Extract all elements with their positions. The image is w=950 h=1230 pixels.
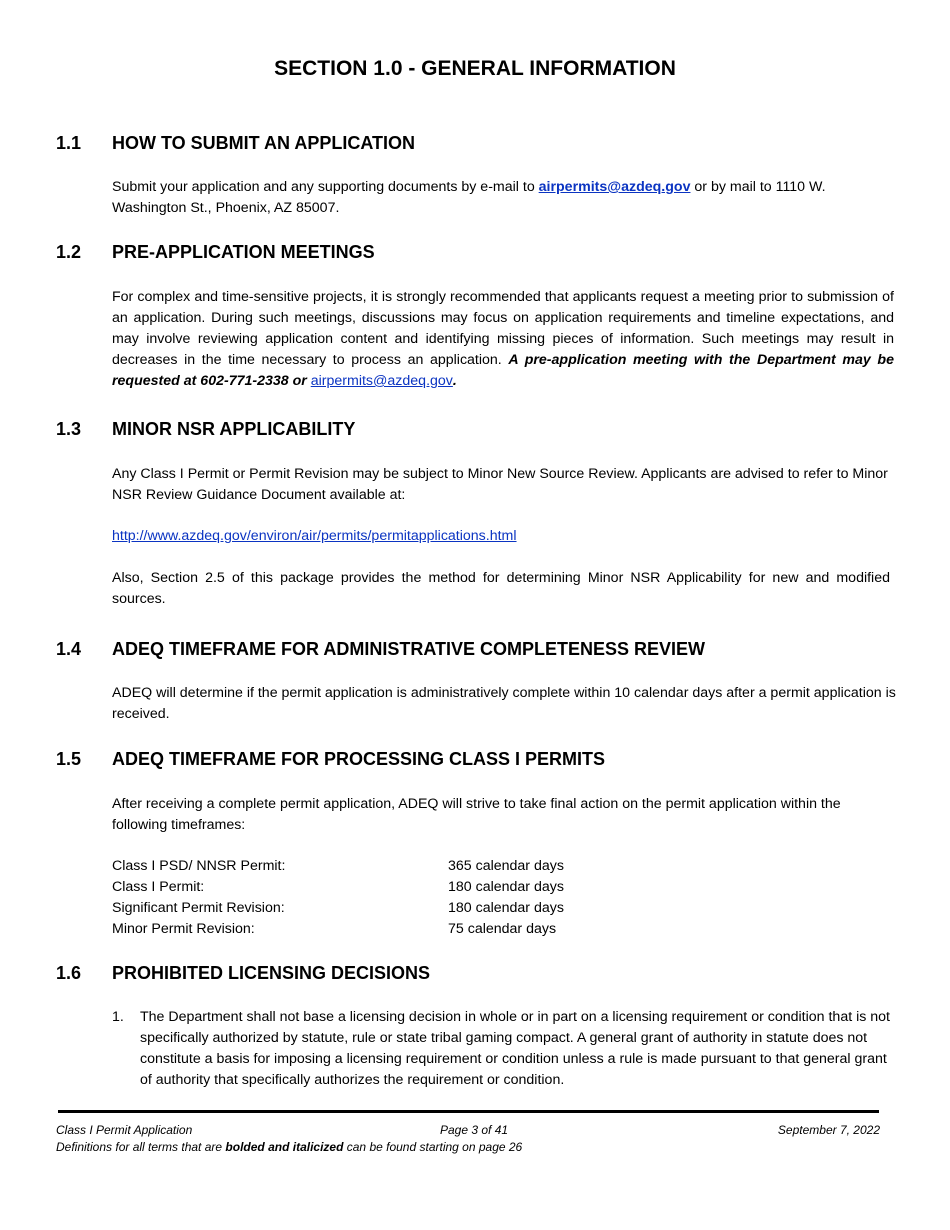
section-1-4-heading — [56, 639, 705, 660]
section-1-3-paragraph-2: Also, Section 2.5 of this package provides the method for determining Minor NSR Applicability for new and modified sources. — [112, 570, 890, 607]
permit-applications-url-link[interactable]: http://www.azdeq.gov/environ/air/permits/permitapplications.html — [112, 528, 517, 544]
email-link[interactable]: airpermits@azdeq.gov — [538, 179, 691, 195]
section-1-1-paragraph — [112, 177, 900, 219]
section-title: PROHIBITED LICENSING DECISIONS — [112, 963, 431, 983]
footer-date: September 7, 2022 — [777, 1123, 880, 1137]
section-number: 1.4 — [56, 639, 82, 659]
list-number: 1. — [112, 1009, 124, 1025]
footer-note-text: Definitions for all terms that are — [56, 1140, 226, 1154]
section-1-6-heading — [56, 963, 430, 984]
section-title: PRE-APPLICATION MEETINGS — [112, 242, 375, 262]
footer-definitions-note — [56, 1140, 522, 1154]
footer-divider — [58, 1110, 879, 1113]
timeframe-value: 180 calendar days — [448, 879, 564, 895]
timeframe-label: Class I PSD/ NNSR Permit: — [112, 858, 286, 874]
section-title: ADEQ TIMEFRAME FOR PROCESSING CLASS I PERMITS — [112, 749, 606, 769]
timeframe-row — [112, 919, 556, 940]
section-number: 1.3 — [56, 419, 82, 439]
section-title: ADEQ TIMEFRAME FOR ADMINISTRATIVE COMPLETENESS REVIEW — [112, 639, 706, 659]
section-1-2-heading — [56, 242, 375, 263]
email-link[interactable]: airpermits@azdeq.gov — [310, 373, 453, 389]
paragraph-text: or by mail to 1110 W. Washington St., Phoenix, AZ 85007. — [112, 179, 826, 216]
section-1-3-heading — [56, 419, 355, 440]
footer-note-bold: bolded and italicized — [225, 1140, 344, 1154]
list-text: The Department shall not base a licensing decision in whole or in part on a licensing requirement or condition that is not specifically authorized by statute, rule or state tribal gaming compact. A general grant of authority in statute does not constitute a basis for imposing a licensing requirement or condition unless a rule is made pursuant to that general grant of authority that specifically authorizes the requirement or condition. — [140, 1009, 890, 1088]
section-1-5-paragraph: After receiving a complete permit application, ADEQ will strive to take final action on the permit application within the following timeframes: — [112, 796, 841, 833]
section-1-3-paragraph: Any Class I Permit or Permit Revision may be subject to Minor New Source Review. Applicants are advised to refer to Minor NSR Review Guidance Document available at: — [112, 466, 888, 503]
section-number: 1.1 — [56, 133, 82, 153]
timeframe-row — [112, 898, 564, 919]
timeframe-value: 365 calendar days — [448, 858, 564, 874]
timeframe-label: Class I Permit: — [112, 879, 205, 895]
section-1-2-paragraph — [112, 287, 894, 392]
section-1-4-paragraph: ADEQ will determine if the permit application is administratively complete within 10 calendar days after a permit application is received. — [112, 685, 896, 722]
paragraph-text: For complex and time-sensitive projects, it is strongly recommended that applicants request a meeting prior to submission of an application. During such meetings, discussions may focus on application requirements and timeline expectations, and may involve reviewing application content and identifying missing pieces of information. Such meetings may result in decreases in the time necessary to process an application. — [112, 289, 894, 368]
timeframe-label: Minor Permit Revision: — [112, 921, 255, 937]
section-number: 1.5 — [56, 749, 82, 769]
section-1-5-heading — [56, 749, 605, 770]
section-title: HOW TO SUBMIT AN APPLICATION — [112, 133, 415, 153]
section-number: 1.2 — [56, 242, 82, 262]
timeframe-row — [112, 877, 564, 898]
timeframe-value: 180 calendar days — [448, 900, 564, 916]
timeframe-label: Significant Permit Revision: — [112, 900, 285, 916]
footer-page-number: Page 3 of 41 — [440, 1123, 509, 1137]
paragraph-text: Submit your application and any supporting documents by e-mail to — [112, 179, 539, 195]
section-title: MINOR NSR APPLICABILITY — [112, 419, 356, 439]
section-1-3-url-line — [112, 526, 900, 547]
list-item — [112, 1007, 902, 1091]
section-1-1-heading — [56, 133, 415, 154]
timeframe-value: 75 calendar days — [448, 921, 557, 937]
page-title: SECTION 1.0 - GENERAL INFORMATION — [274, 57, 676, 80]
bold-italic-text: A pre-application meeting with the Department may be requested at 602-771-2338 or — [112, 352, 894, 389]
bold-italic-text: . — [452, 373, 457, 389]
footer-document-title: Class I Permit Application — [56, 1123, 193, 1137]
section-number: 1.6 — [56, 963, 82, 983]
footer-note-text: can be found starting on page 26 — [343, 1140, 523, 1154]
timeframe-row — [112, 856, 564, 877]
